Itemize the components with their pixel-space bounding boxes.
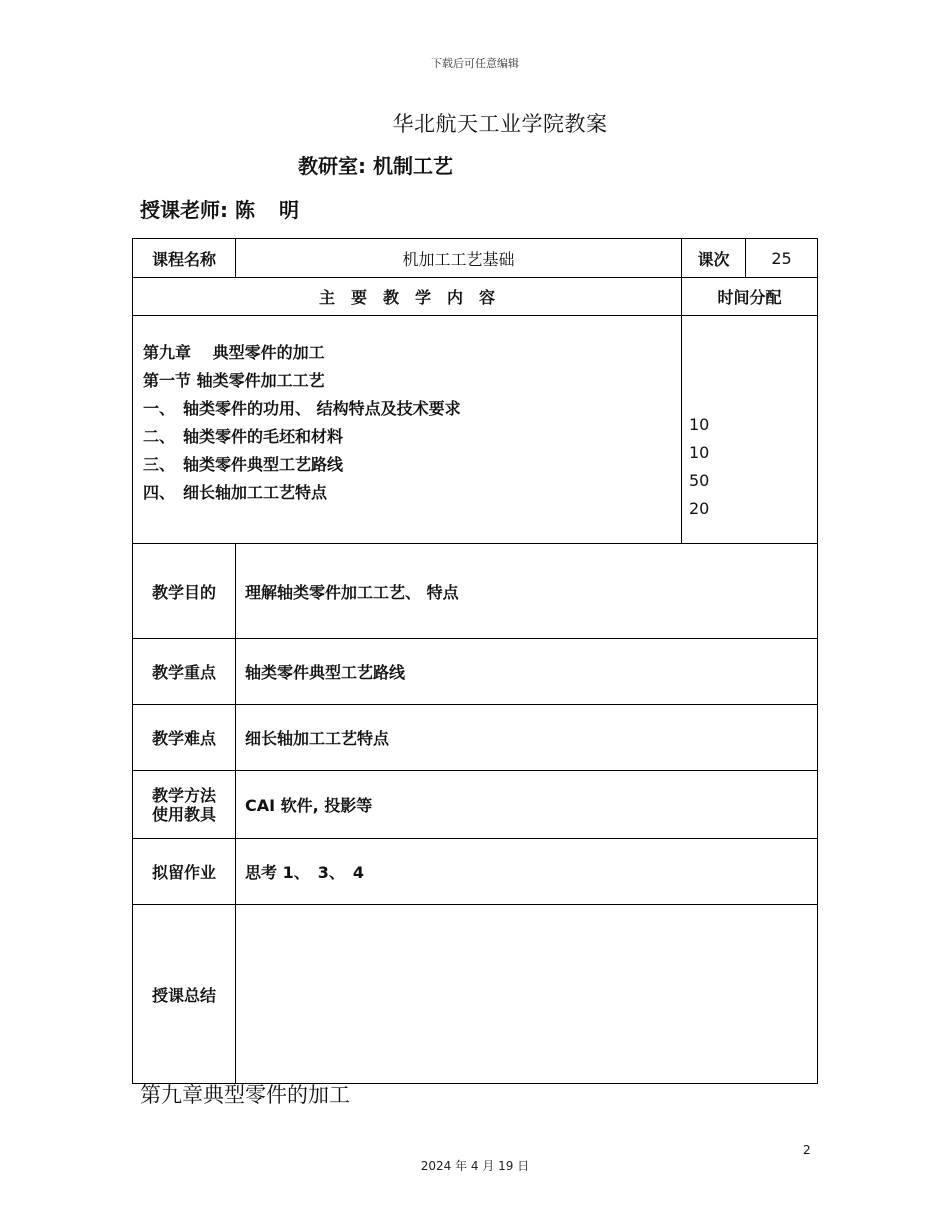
time-value: 50 xyxy=(689,471,710,490)
teacher-line xyxy=(140,194,301,223)
content-line: 一、 轴类零件的功用、 结构特点及技术要求 xyxy=(143,399,461,418)
course-name-label: 课程名称 xyxy=(151,249,216,269)
lesson-summary-value xyxy=(236,905,817,1083)
document-title: 华北航天工业学院教案 xyxy=(392,112,608,136)
teaching-focus-value: 轴类零件典型工艺路线 xyxy=(245,663,406,682)
department-value: 机制工艺 xyxy=(372,154,453,178)
time-value: 20 xyxy=(689,499,710,518)
lesson-number-label: 课次 xyxy=(697,249,730,269)
teacher-label: 授课老师: xyxy=(140,198,235,222)
time-value: 10 xyxy=(689,443,710,462)
content-line: 第一节 轴类零件加工工艺 xyxy=(143,371,325,390)
main-content-header: 主 要 教 学 内 容 xyxy=(318,288,495,307)
teaching-difficulty-label: 教学难点 xyxy=(151,729,216,748)
department-line xyxy=(298,150,453,179)
teaching-objective-value: 理解轴类零件加工工艺、 特点 xyxy=(245,582,459,602)
teaching-objective-label: 教学目的 xyxy=(151,582,216,602)
lesson-number-value: 25 xyxy=(771,248,792,268)
homework-label: 拟留作业 xyxy=(151,863,216,882)
content-line: 三、 轴类零件典型工艺路线 xyxy=(143,455,344,474)
homework-value: 思考 1、 3、 4 xyxy=(245,863,364,882)
main-content-list xyxy=(143,339,673,507)
teaching-method-label-line1: 教学方法 xyxy=(151,785,216,805)
teaching-focus-label: 教学重点 xyxy=(151,663,216,682)
time-allocation-header: 时间分配 xyxy=(717,288,782,307)
footer-date: 2024 年 4 月 19 日 xyxy=(420,1159,530,1173)
course-name-value: 机加工工艺基础 xyxy=(402,249,515,269)
teacher-value: 陈 明 xyxy=(234,198,301,222)
teaching-method-value: CAI 软件, 投影等 xyxy=(245,796,373,815)
header-note: 下载后可任意编辑 xyxy=(431,57,519,70)
content-line: 第九章 典型零件的加工 xyxy=(143,343,325,362)
chapter-heading: 第九章典型零件的加工 xyxy=(140,1083,350,1107)
time-allocation-list xyxy=(689,411,809,523)
department-label: 教研室: xyxy=(298,154,373,178)
content-line: 二、 轴类零件的毛坯和材料 xyxy=(143,427,344,446)
content-line: 四、 细长轴加工工艺特点 xyxy=(143,483,328,502)
teaching-difficulty-value: 细长轴加工工艺特点 xyxy=(245,729,390,748)
time-value: 10 xyxy=(689,415,710,434)
lesson-summary-label: 授课总结 xyxy=(151,985,216,1005)
lesson-plan-table xyxy=(132,238,818,1084)
teaching-method-label xyxy=(133,771,235,838)
teaching-method-label-line2: 使用教具 xyxy=(151,804,216,824)
page-number: 2 xyxy=(803,1143,811,1157)
